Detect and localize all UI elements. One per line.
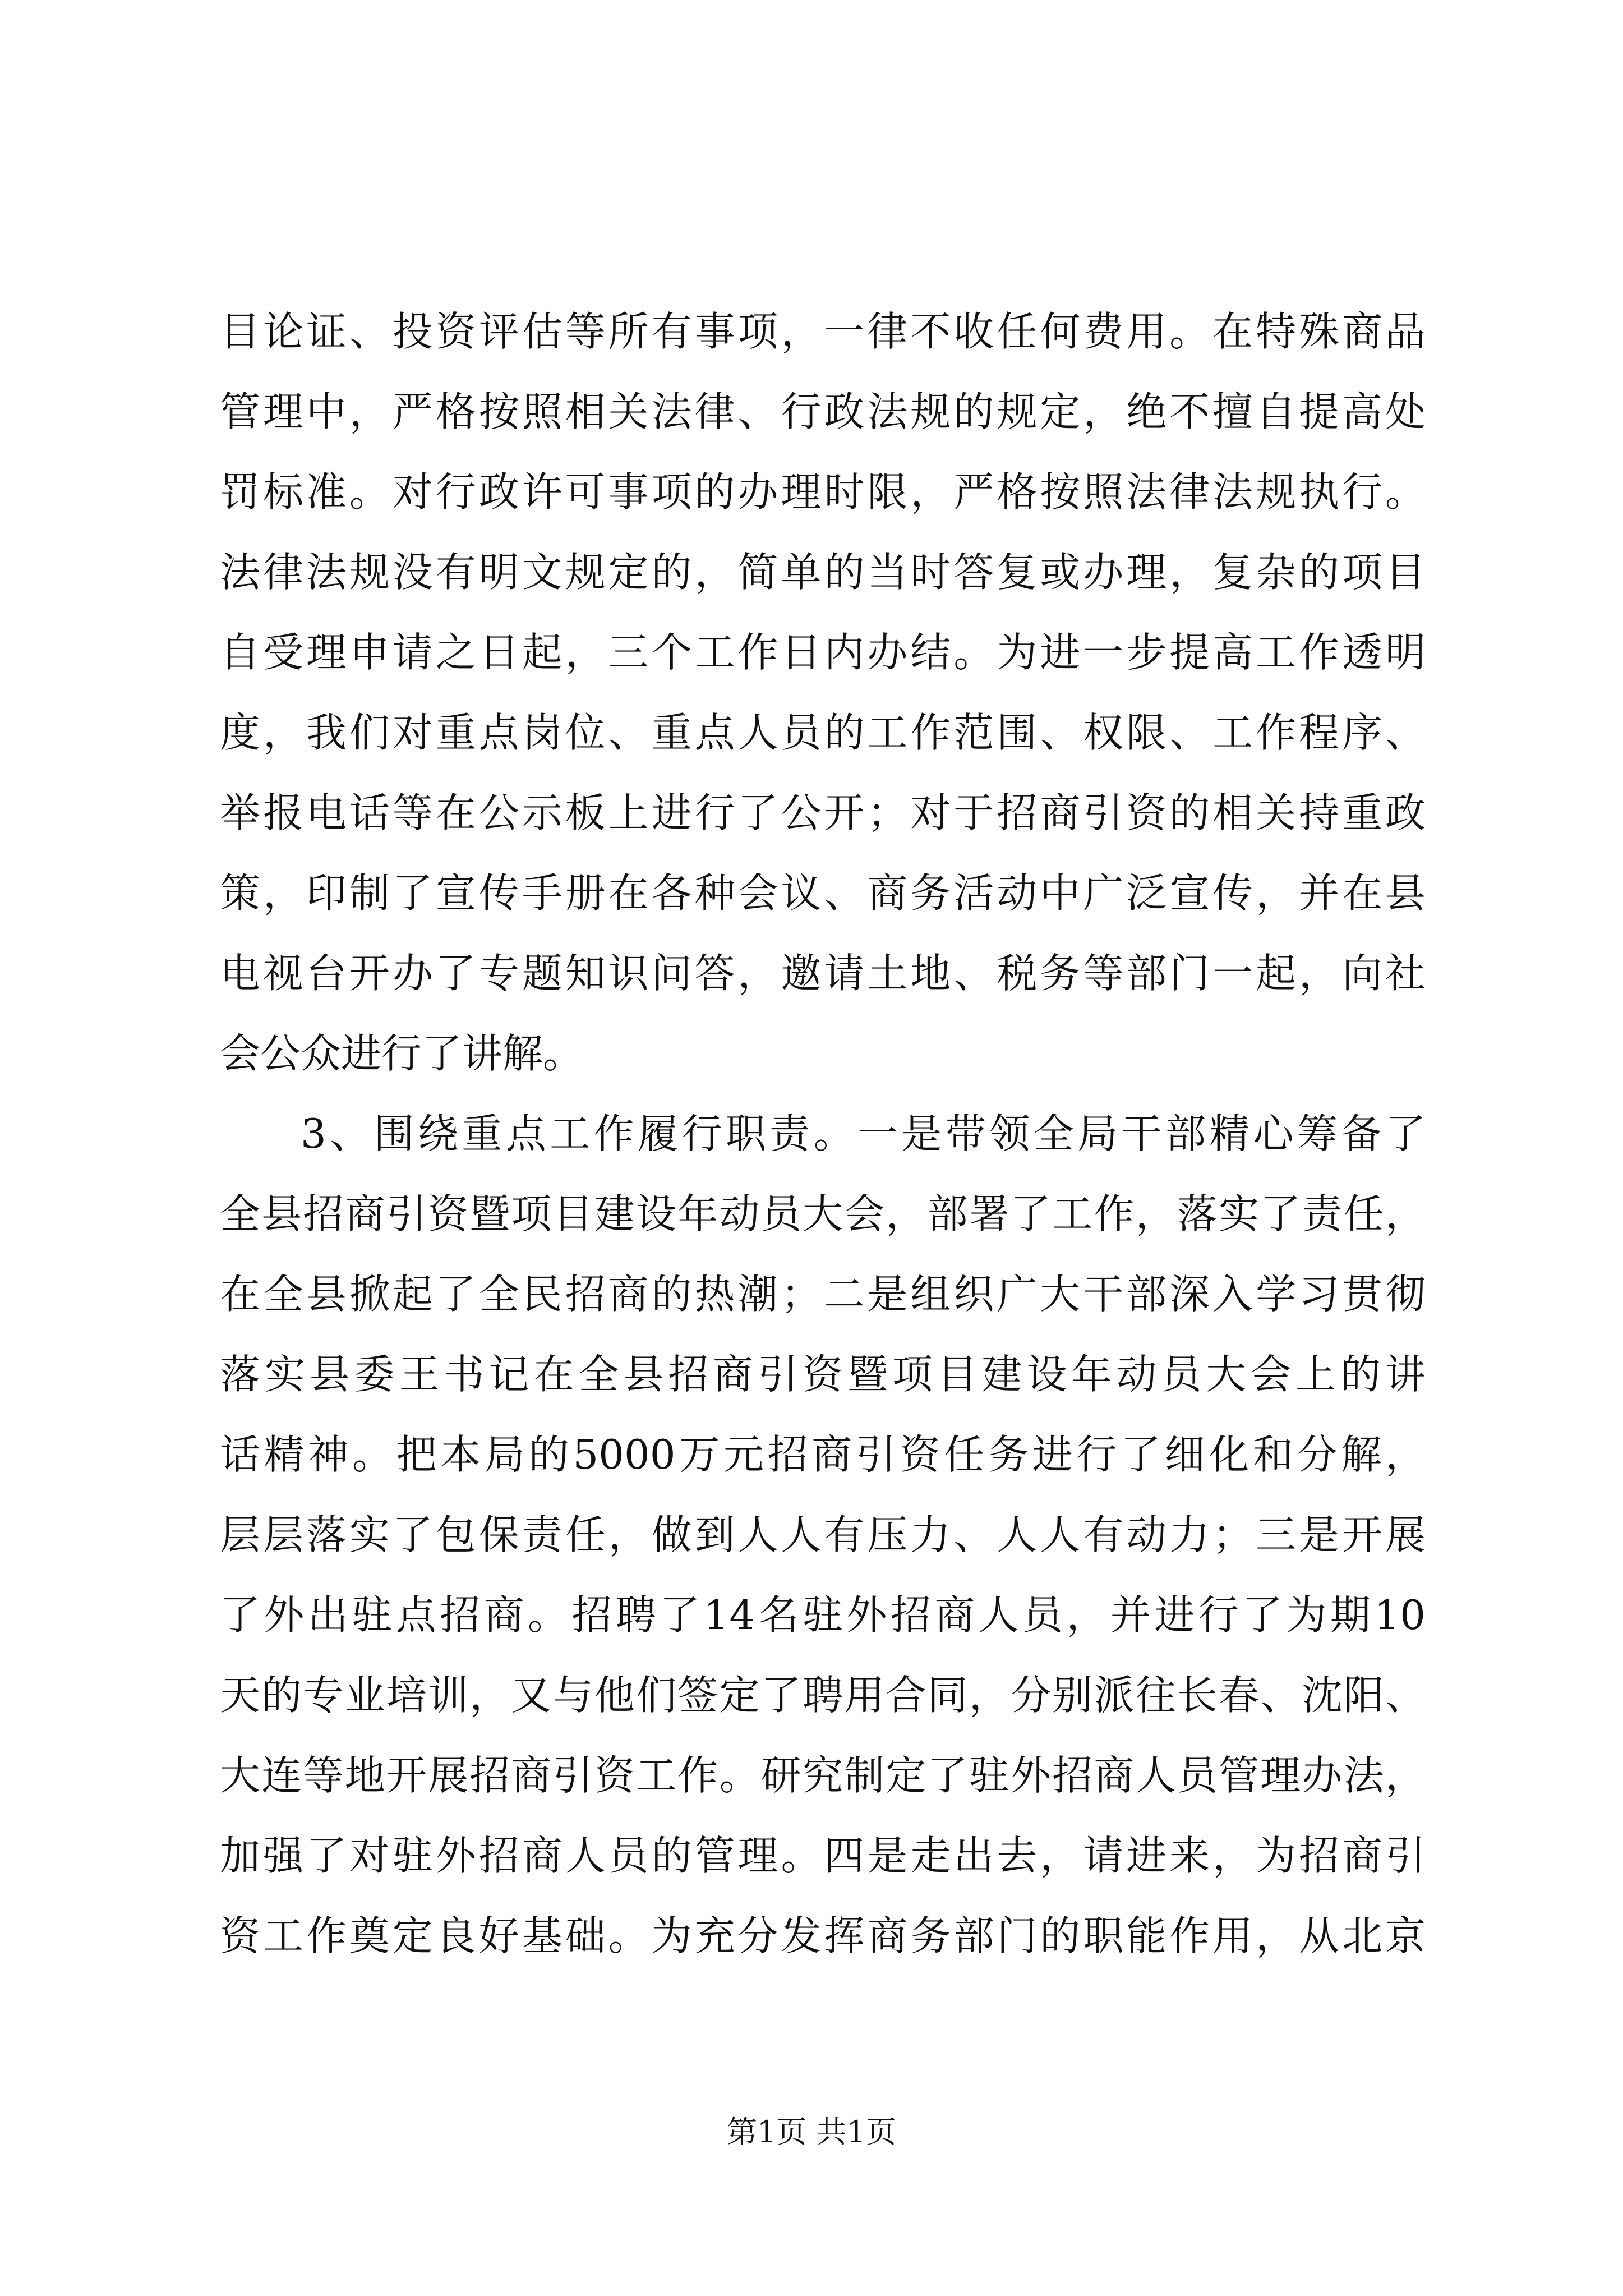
paragraph-1-line-5: 自受理申请之日起，三个工作日内办结。为进一步提高工作透明 <box>220 629 1426 676</box>
paragraph-1-line-1: 目论证、投资评估等所有事项，一律不收任何费用。在特殊商品 <box>220 308 1426 355</box>
paragraph-1-line-10: 会公众进行了讲解。 <box>220 1030 584 1077</box>
paragraph-2-line-7: 了外出驻点招商。招聘了14名驻外招商人员，并进行了为期10 <box>220 1591 1426 1639</box>
paragraph-1-line-2: 管理中，严格按照相关法律、行政法规的规定，绝不擅自提高处 <box>220 388 1426 435</box>
paragraph-2-line-5: 话精神。把本局的5000万元招商引资任务进行了细化和分解， <box>220 1431 1426 1478</box>
paragraph-1-line-9: 电视台开办了专题知识问答，邀请土地、税务等部门一起，向社 <box>220 950 1426 997</box>
paragraph-1-line-4: 法律法规没有明文规定的，简单的当时答复或办理，复杂的项目 <box>220 549 1426 596</box>
paragraph-1-line-3: 罚标准。对行政许可事项的办理时限，严格按照法律法规执行。 <box>220 468 1426 516</box>
paragraph-2-line-2: 全县招商引资暨项目建设年动员大会，部署了工作，落实了责任， <box>220 1190 1426 1237</box>
paragraph-2-line-9: 大连等地开展招商引资工作。研究制定了驻外招商人员管理办法， <box>220 1752 1426 1799</box>
paragraph-1-line-6: 度，我们对重点岗位、重点人员的工作范围、权限、工作程序、 <box>220 709 1426 756</box>
paragraph-2-line-1: 3、围绕重点工作履行职责。一是带领全局干部精心筹备了 <box>301 1110 1426 1157</box>
paragraph-2-line-8: 天的专业培训，又与他们签定了聘用合同，分别派往长春、沈阳、 <box>220 1672 1426 1719</box>
paragraph-1-line-8: 策，印制了宣传手册在各种会议、商务活动中广泛宣传，并在县 <box>220 869 1426 917</box>
paragraph-2-line-4: 落实县委王书记在全县招商引资暨项目建设年动员大会上的讲 <box>220 1351 1426 1398</box>
document-body <box>220 292 1426 1976</box>
paragraph-2-line-11: 资工作奠定良好基础。为充分发挥商务部门的职能作用，从北京 <box>220 1912 1426 1959</box>
paragraph-2-line-3: 在全县掀起了全民招商的热潮；二是组织广大干部深入学习贯彻 <box>220 1271 1426 1318</box>
paragraph-2-line-10: 加强了对驻外招商人员的管理。四是走出去，请进来，为招商引 <box>220 1832 1426 1879</box>
paragraph-2-line-6: 层层落实了包保责任，做到人人有压力、人人有动力；三是开展 <box>220 1511 1426 1558</box>
page-footer: 第1页 共1页 <box>727 2114 896 2150</box>
paragraph-1-line-7: 举报电话等在公示板上进行了公开；对于招商引资的相关持重政 <box>220 789 1426 836</box>
